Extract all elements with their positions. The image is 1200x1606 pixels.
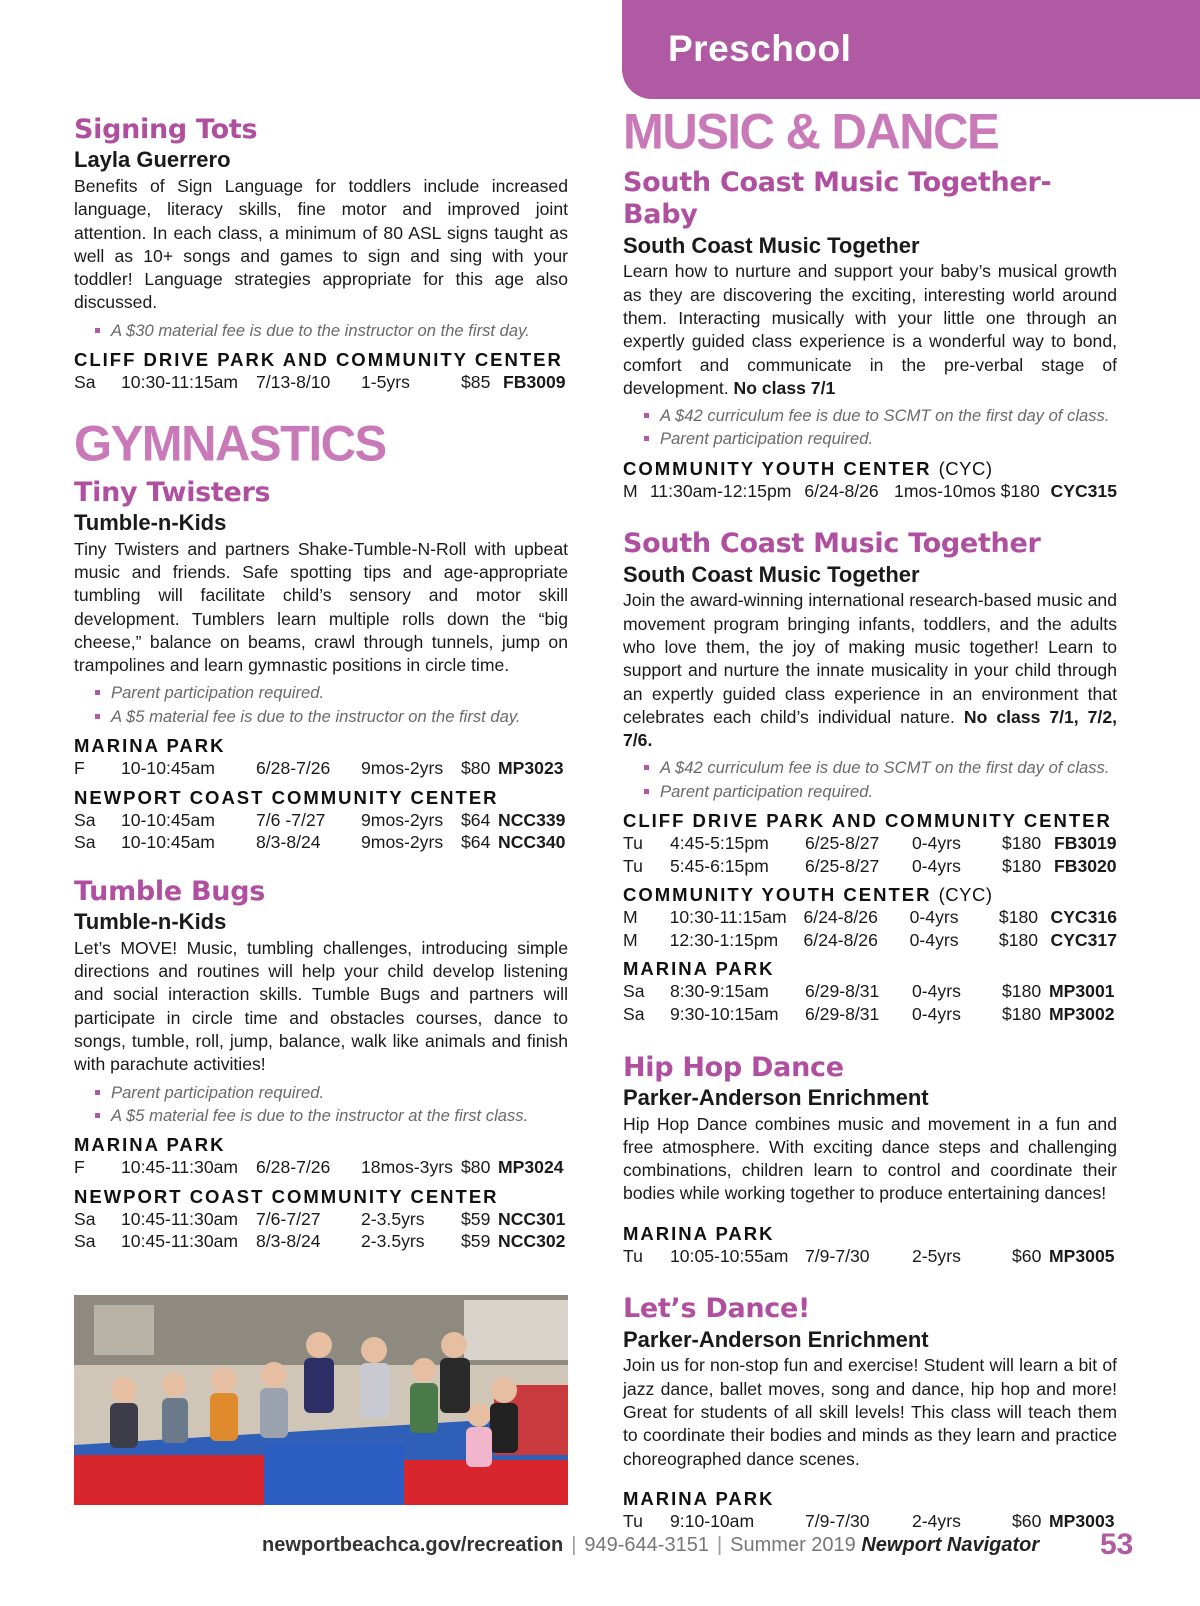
location-heading: NEWPORT COAST COMMUNITY CENTER — [74, 1185, 499, 1207]
location-heading: MARINA PARK — [623, 1222, 775, 1244]
location-name: COMMUNITY YOUTH CENTER — [623, 884, 932, 906]
class-notes — [623, 756, 1117, 803]
schedule-row — [623, 929, 1117, 952]
class-description: Tiny Twisters and partners Shake-Tumble-N-Roll with upbeat music and friends. Safe spotting tips and age-appropriate tumbling will facilitate child’s sensory and motor skill development. Tumblers learn multiple rolls down the “big cheese,” balance on beams, crawl through tunnels, jump on trampolines and learn gymnastic positions in circle time. — [74, 538, 568, 676]
location-heading — [623, 457, 1117, 480]
course-code: MP3003 — [1049, 1510, 1115, 1531]
time: 8:30-9:15am — [670, 981, 769, 1002]
time: 10-10:45am — [121, 809, 215, 830]
class-notes — [623, 404, 1117, 451]
day: Sa — [74, 1208, 96, 1229]
class-description — [623, 589, 1117, 752]
day: M — [623, 480, 638, 501]
location-heading: NEWPORT COAST COMMUNITY CENTER — [74, 786, 499, 808]
class-title: South Coast Music Together- Baby — [623, 167, 1052, 231]
dates: 6/25-8/27 — [805, 833, 880, 853]
class-music-together — [623, 528, 1117, 1025]
note-item: A $42 curriculum fee is due to SCMT on the first day of class. — [623, 756, 1117, 779]
schedule-row — [74, 809, 568, 832]
time: 10-10:45am — [121, 832, 215, 853]
class-title: Signing Tots — [74, 114, 258, 145]
class-description: Benefits of Sign Language for toddlers include increased language, literacy skills, fine motor and improved joint attention. In each class, a minimum of 80 ASL signs taught as well as 10+ songs and games to sign and sing with your toddler! Language strategies appropriate for this age also discussed. — [74, 175, 568, 313]
schedule-row — [623, 980, 1117, 1003]
dates: 6/25-8/27 — [805, 855, 880, 876]
location-heading: CLIFF DRIVE PARK AND COMMUNITY CENTER — [74, 349, 563, 371]
time: 9:30-10:15am — [670, 1003, 779, 1024]
class-provider: South Coast Music Together — [623, 561, 920, 587]
course-code: NCC340 — [498, 832, 566, 853]
footer-separator: | — [716, 1534, 723, 1556]
location-heading: MARINA PARK — [623, 1487, 775, 1509]
description-note: No class 7/1, 7/2, 7/6. — [623, 706, 1117, 751]
ages: 0-4yrs — [912, 833, 961, 853]
location-abbrev: (CYC) — [938, 457, 993, 479]
dates: 6/24-8/26 — [804, 480, 879, 501]
note-item: Parent participation required. — [74, 681, 568, 704]
day: M — [623, 929, 638, 950]
dates: 6/24-8/26 — [803, 929, 878, 950]
class-provider: Parker-Anderson Enrichment — [623, 1326, 929, 1352]
schedule-row — [623, 855, 1117, 878]
fee: $180 — [998, 907, 1039, 928]
fee: $64 — [461, 809, 491, 830]
fee: $180 — [1000, 480, 1040, 501]
schedule-row — [74, 1208, 568, 1231]
right-column — [623, 104, 1118, 1532]
course-code: CYC317 — [1050, 929, 1117, 950]
schedule-row — [74, 1156, 568, 1179]
fee: $85 — [461, 372, 491, 393]
dates: 8/3-8/24 — [256, 1231, 321, 1252]
class-description: Let’s MOVE! Music, tumbling challenges, introducing simple directions and routines will help your child develop listening and social interaction skills. Tumble Bugs and partners will participate in circle time and obstacles courses, dance to songs, tumble, roll, jump, balance, walk like animals and finish with parachute activities! — [74, 937, 568, 1075]
ages: 9mos-2yrs — [361, 809, 444, 830]
category-heading-gymnastics: GYMNASTICS — [74, 416, 386, 472]
schedule-row — [623, 1510, 1117, 1533]
fee: $180 — [1002, 833, 1042, 853]
class-provider: Tumble-n-Kids — [74, 510, 227, 536]
note-item: Parent participation required. — [623, 780, 1117, 803]
time: 10:45-11:30am — [121, 1157, 239, 1178]
fee: $180 — [1002, 1003, 1042, 1024]
class-description — [623, 260, 1117, 400]
class-provider: Tumble-n-Kids — [74, 909, 227, 935]
schedule-row — [623, 1245, 1117, 1268]
schedule-row — [623, 480, 1117, 503]
day: Tu — [623, 855, 643, 876]
time: 10-10:45am — [121, 758, 215, 779]
fee: $59 — [461, 1208, 491, 1229]
class-description: Hip Hop Dance combines music and movement in a fun and free atmosphere. With exciting dance steps and challenging combinations, children learn to control and coordinate their bodies while working together to produce entertaining dances! — [623, 1113, 1117, 1204]
ages: 2-4yrs — [912, 1510, 961, 1531]
time: 10:05-10:55am — [670, 1245, 789, 1266]
section-banner-title: Preschool — [668, 28, 852, 69]
schedule-row — [623, 832, 1117, 855]
location-name: COMMUNITY YOUTH CENTER — [623, 457, 932, 479]
course-code: CYC316 — [1050, 907, 1117, 928]
time: 10:45-11:30am — [121, 1231, 239, 1252]
schedule-row — [623, 1003, 1117, 1026]
course-code: FB3019 — [1054, 833, 1117, 853]
location-abbrev: (CYC) — [938, 884, 993, 906]
fee: $59 — [461, 1231, 491, 1252]
note-item: A $5 material fee is due to the instructor at the first class. — [74, 1104, 568, 1127]
class-provider: South Coast Music Together — [623, 232, 920, 258]
schedule-row — [74, 831, 568, 854]
course-code: FB3020 — [1054, 855, 1117, 876]
fee: $80 — [461, 1157, 491, 1178]
dates: 6/28-7/26 — [256, 758, 331, 779]
class-provider: Layla Guerrero — [74, 147, 231, 173]
note-item: A $42 curriculum fee is due to SCMT on the first day of class. — [623, 404, 1117, 427]
time: 9:10-10am — [670, 1510, 755, 1531]
dates: 6/29-8/31 — [805, 981, 880, 1002]
category-heading-music-dance: MUSIC & DANCE — [623, 104, 999, 160]
class-hip-hop-dance — [623, 1052, 1117, 1268]
ages: 9mos-2yrs — [361, 832, 444, 853]
class-notes — [74, 681, 568, 728]
ages: 0-4yrs — [909, 907, 959, 928]
ages: 18mos-3yrs — [361, 1157, 453, 1178]
ages: 0-4yrs — [912, 1003, 961, 1024]
description-text: Learn how to nurture and support your baby’s musical growth as they are discovering the exciting, interesting world around them. Interacting musically with your little one through an expertly guided class experience is a wonderful way to bond, comfort and communicate in the pre-verbal stage of development. — [623, 261, 1117, 398]
course-code: MP3002 — [1049, 1003, 1115, 1024]
note-item: Parent participation required. — [623, 427, 1117, 450]
time: 4:45-5:15pm — [670, 833, 769, 853]
course-code: FB3009 — [503, 372, 566, 393]
location-heading: CLIFF DRIVE PARK AND COMMUNITY CENTER — [623, 810, 1112, 831]
class-photo — [74, 1295, 568, 1505]
course-code: MP3001 — [1049, 981, 1115, 1002]
dates: 6/29-8/31 — [805, 1003, 880, 1024]
course-code: MP3024 — [498, 1157, 564, 1178]
note-item: A $5 material fee is due to the instructor on the first day. — [74, 705, 568, 728]
day: Sa — [623, 981, 645, 1002]
footer-phone: 949-644-3151 — [584, 1534, 709, 1556]
schedule-row — [74, 757, 568, 780]
day: Sa — [74, 832, 96, 853]
fee: $64 — [461, 832, 491, 853]
time: 10:30-11:15am — [121, 372, 239, 393]
class-signing-tots — [74, 114, 568, 394]
day: F — [74, 1157, 85, 1178]
footer-separator: | — [571, 1534, 577, 1556]
time: 10:45-11:30am — [121, 1208, 239, 1229]
day: Tu — [623, 1245, 643, 1266]
day: Sa — [74, 372, 96, 393]
dates: 7/9-7/30 — [805, 1245, 870, 1266]
footer-magazine: Newport Navigator — [861, 1534, 1040, 1556]
dates: 6/28-7/26 — [256, 1157, 331, 1178]
ages: 0-4yrs — [909, 929, 959, 950]
class-title: Hip Hop Dance — [623, 1051, 844, 1083]
fee: $180 — [1002, 855, 1042, 876]
left-column — [74, 114, 568, 1253]
class-title: Let’s Dance! — [623, 1293, 811, 1325]
location-heading: MARINA PARK — [623, 958, 775, 980]
description-text: Join the award-winning international research-based music and movement program bringing infants, toddlers, and the adults who love them, the joy of making music together! Learn to support and nurture the innate musicality in your child through an expertly guided class experience in an environment that celebrates each child’s individual nature. — [623, 590, 1117, 727]
class-description: Join us for non-stop fun and exercise! Student will learn a bit of jazz dance, ballet moves, song and dance, hip hop and more! Great for students of all skill levels! This class will teach them to coordinate their bodies and minds as they learn and practice choreographed dance scenes. — [623, 1355, 1117, 1469]
location-heading — [623, 883, 1117, 906]
time: 11:30am-12:15pm — [649, 480, 792, 501]
course-code: NCC339 — [498, 809, 566, 830]
location-heading: MARINA PARK — [74, 1134, 226, 1156]
dates: 7/6 -7/27 — [256, 809, 326, 830]
section-banner — [622, 0, 1200, 99]
ages: 0-4yrs — [912, 855, 961, 876]
ages: 0-4yrs — [912, 981, 961, 1002]
fee: $60 — [1012, 1510, 1042, 1531]
footer-season: Summer 2019 — [730, 1534, 856, 1556]
dates: 7/13-8/10 — [256, 372, 331, 393]
class-tiny-twisters — [74, 477, 568, 854]
ages: 2-3.5yrs — [361, 1231, 425, 1252]
day: Sa — [74, 809, 96, 830]
fee: $180 — [998, 929, 1039, 950]
time: 12:30-1:15pm — [669, 929, 779, 950]
day: Tu — [623, 833, 643, 853]
page-number: 53 — [1100, 1528, 1134, 1561]
course-code: NCC301 — [498, 1208, 566, 1229]
time: 10:30-11:15am — [669, 907, 787, 928]
location-heading: MARINA PARK — [74, 735, 226, 757]
class-tumble-bugs — [74, 876, 568, 1253]
description-note: No class 7/1 — [733, 377, 836, 398]
ages: 9mos-2yrs — [361, 758, 444, 779]
day: Tu — [623, 1510, 643, 1531]
schedule-row — [623, 906, 1117, 929]
class-title: Tiny Twisters — [74, 476, 271, 508]
schedule-row — [74, 371, 568, 394]
day: F — [74, 758, 85, 779]
class-title: South Coast Music Together — [623, 528, 1041, 560]
dates: 6/24-8/26 — [803, 907, 878, 928]
class-lets-dance — [623, 1293, 1117, 1532]
dates: 8/3-8/24 — [256, 832, 321, 853]
page-footer — [262, 1534, 1132, 1557]
ages: 1mos-10mos — [894, 480, 996, 501]
day: Sa — [623, 1003, 645, 1024]
fee: $60 — [1012, 1245, 1042, 1266]
class-provider: Parker-Anderson Enrichment — [623, 1084, 929, 1110]
course-code: NCC302 — [498, 1231, 566, 1252]
note-item: A $30 material fee is due to the instructor on the first day. — [74, 319, 568, 342]
footer-url[interactable]: newportbeachca.gov/recreation — [262, 1534, 564, 1556]
schedule-row — [74, 1230, 568, 1253]
note-item: Parent participation required. — [74, 1081, 568, 1104]
ages: 2-5yrs — [912, 1245, 961, 1266]
class-music-together-baby — [623, 167, 1117, 502]
ages: 2-3.5yrs — [361, 1208, 425, 1229]
fee: $80 — [461, 758, 491, 779]
course-code: MP3023 — [498, 758, 564, 779]
dates: 7/6-7/27 — [256, 1208, 321, 1229]
time: 5:45-6:15pm — [670, 855, 769, 876]
course-code: MP3005 — [1049, 1245, 1115, 1266]
day: M — [623, 907, 638, 928]
dates: 7/9-7/30 — [805, 1510, 870, 1531]
ages: 1-5yrs — [361, 372, 410, 393]
class-notes — [74, 1081, 568, 1128]
class-title: Tumble Bugs — [74, 875, 265, 907]
day: Sa — [74, 1231, 96, 1252]
class-notes — [74, 319, 568, 342]
course-code: CYC315 — [1050, 480, 1118, 501]
fee: $180 — [1002, 981, 1042, 1002]
